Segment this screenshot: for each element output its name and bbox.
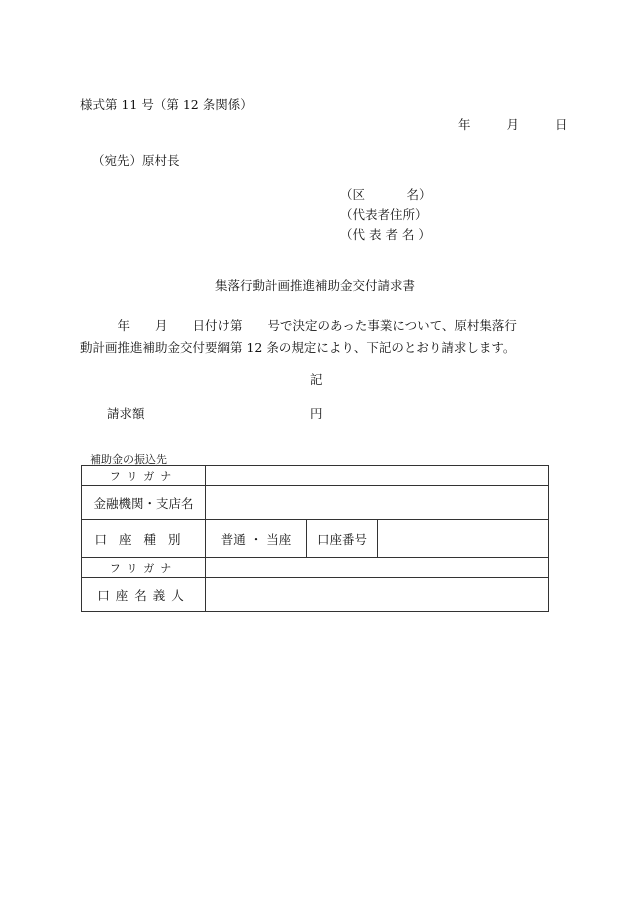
applicant-district: （区 名） xyxy=(340,187,432,202)
bank-branch-row xyxy=(82,486,549,520)
bank-transfer-table xyxy=(81,465,549,612)
furigana-value[interactable] xyxy=(206,466,549,486)
account-number-value[interactable] xyxy=(378,520,549,558)
account-type-value[interactable]: 普通 ・ 当座 xyxy=(206,520,307,558)
form-number: 様式第 11 号（第 12 条関係） xyxy=(80,97,253,112)
bank-furigana-row xyxy=(82,466,549,486)
body-line-1: 年 月 日付け第 号で決定のあった事業について、原村集落行 xyxy=(80,318,517,333)
applicant-block xyxy=(340,185,431,245)
account-type-row xyxy=(82,520,549,558)
holder-value[interactable] xyxy=(206,578,549,612)
furigana-label: フリガナ xyxy=(82,466,206,486)
date-year: 年 xyxy=(458,117,471,132)
holder-furigana-row xyxy=(82,558,549,578)
bank-caption: 補助金の振込先 xyxy=(90,453,167,466)
account-number-label: 口座番号 xyxy=(307,520,378,558)
document-title: 集落行動計画推進補助金交付請求書 xyxy=(214,278,415,293)
amount-unit: 円 xyxy=(310,406,323,421)
amount-label: 請求額 xyxy=(107,406,145,421)
document-body xyxy=(80,315,517,359)
holder-furigana-value[interactable] xyxy=(206,558,549,578)
applicant-representative-address: （代表者住所） xyxy=(340,207,428,222)
bank-branch-value[interactable] xyxy=(206,486,549,520)
body-line-2: 動計画推進補助金交付要綱第 12 条の規定により、下記のとおり請求します。 xyxy=(80,340,516,355)
date-month: 月 xyxy=(506,117,519,132)
date-line xyxy=(458,115,567,133)
bank-branch-label: 金融機関・支店名 xyxy=(82,486,206,520)
holder-furigana-label: フリガナ xyxy=(82,558,206,578)
applicant-representative-name: （代 表 者 名 ） xyxy=(340,227,431,242)
addressee: （宛先）原村長 xyxy=(92,153,180,168)
date-day: 日 xyxy=(554,117,568,132)
holder-row xyxy=(82,578,549,612)
ki-heading: 記 xyxy=(310,372,323,387)
holder-label: 口座名義人 xyxy=(82,578,206,612)
account-type-label: 口座種別 xyxy=(82,520,206,558)
